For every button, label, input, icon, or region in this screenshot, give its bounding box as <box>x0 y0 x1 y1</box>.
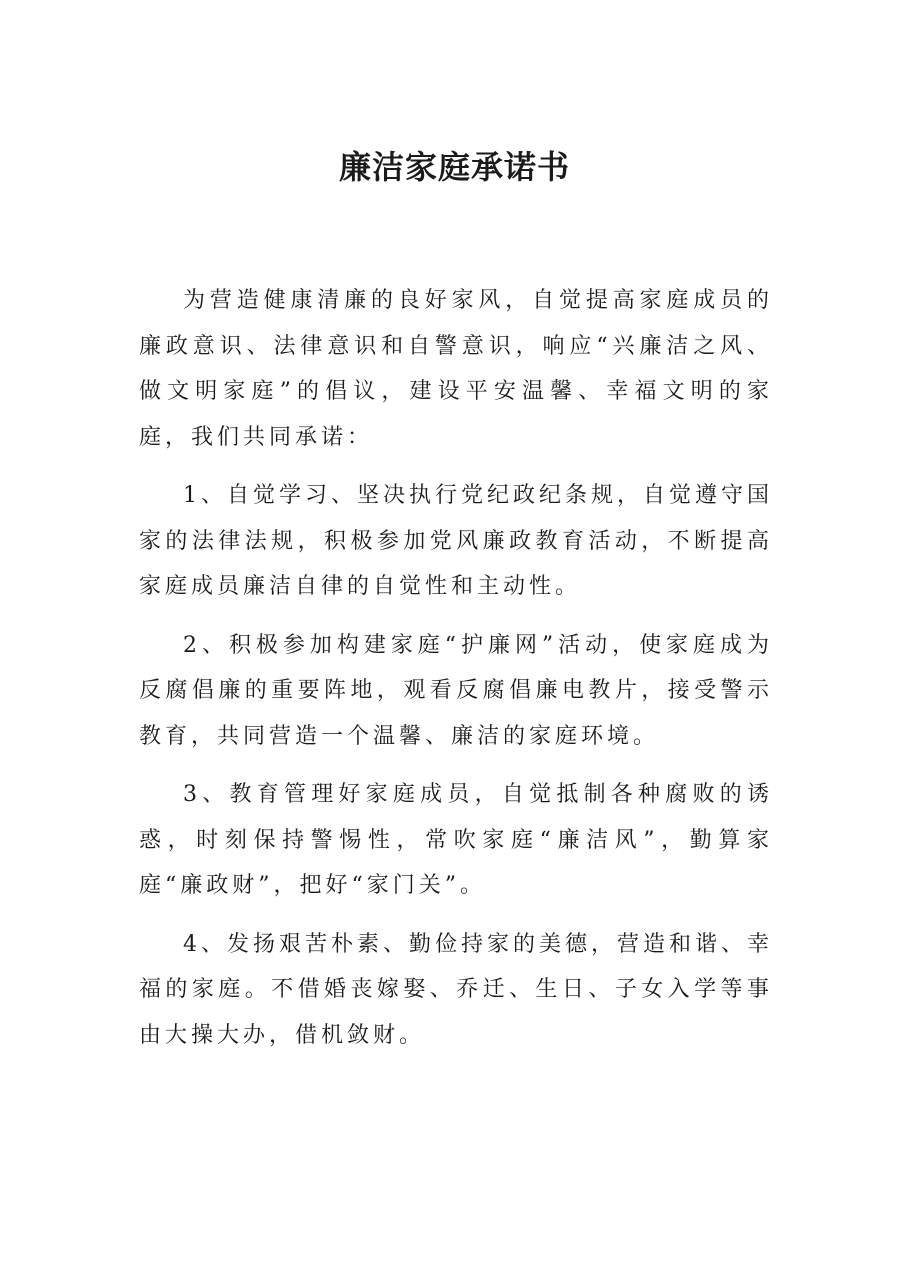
paragraph-item-3: 3、教育管理好家庭成员，自觉抵制各种腐败的诱惑，时刻保持警惕性，常吹家庭“廉洁风”，勤算家庭“廉政财”，把好“家门关”。 <box>139 782 773 898</box>
paragraph-item-2: 2、积极参加构建家庭“护廉网”活动，使家庭成为反腐倡廉的重要阵地，观看反腐倡廉电教片，接受警示教育，共同营造一个温馨、廉洁的家庭环境。 <box>139 632 773 749</box>
paragraph-item-4: 4、发扬艰苦朴素、勤俭持家的美德，营造和谐、幸福的家庭。不借婚丧嫁娶、乔迁、生日、子女入学等事由大操大办，借机敛财。 <box>139 931 773 1048</box>
paragraph-intro: 为营造健康清廉的良好家风，自觉提高家庭成员的廉政意识、法律意识和自警意识，响应“兴廉洁之风、做文明家庭”的倡议，建设平安温馨、幸福文明的家庭，我们共同承诺： <box>139 288 773 450</box>
document-title: 廉洁家庭承诺书 <box>338 148 570 186</box>
paragraph-item-1: 1、自觉学习、坚决执行党纪政纪条规，自觉遵守国家的法律法规，积极参加党风廉政教育活动，不断提高家庭成员廉洁自律的自觉性和主动性。 <box>139 483 773 599</box>
document-body <box>139 278 773 1071</box>
